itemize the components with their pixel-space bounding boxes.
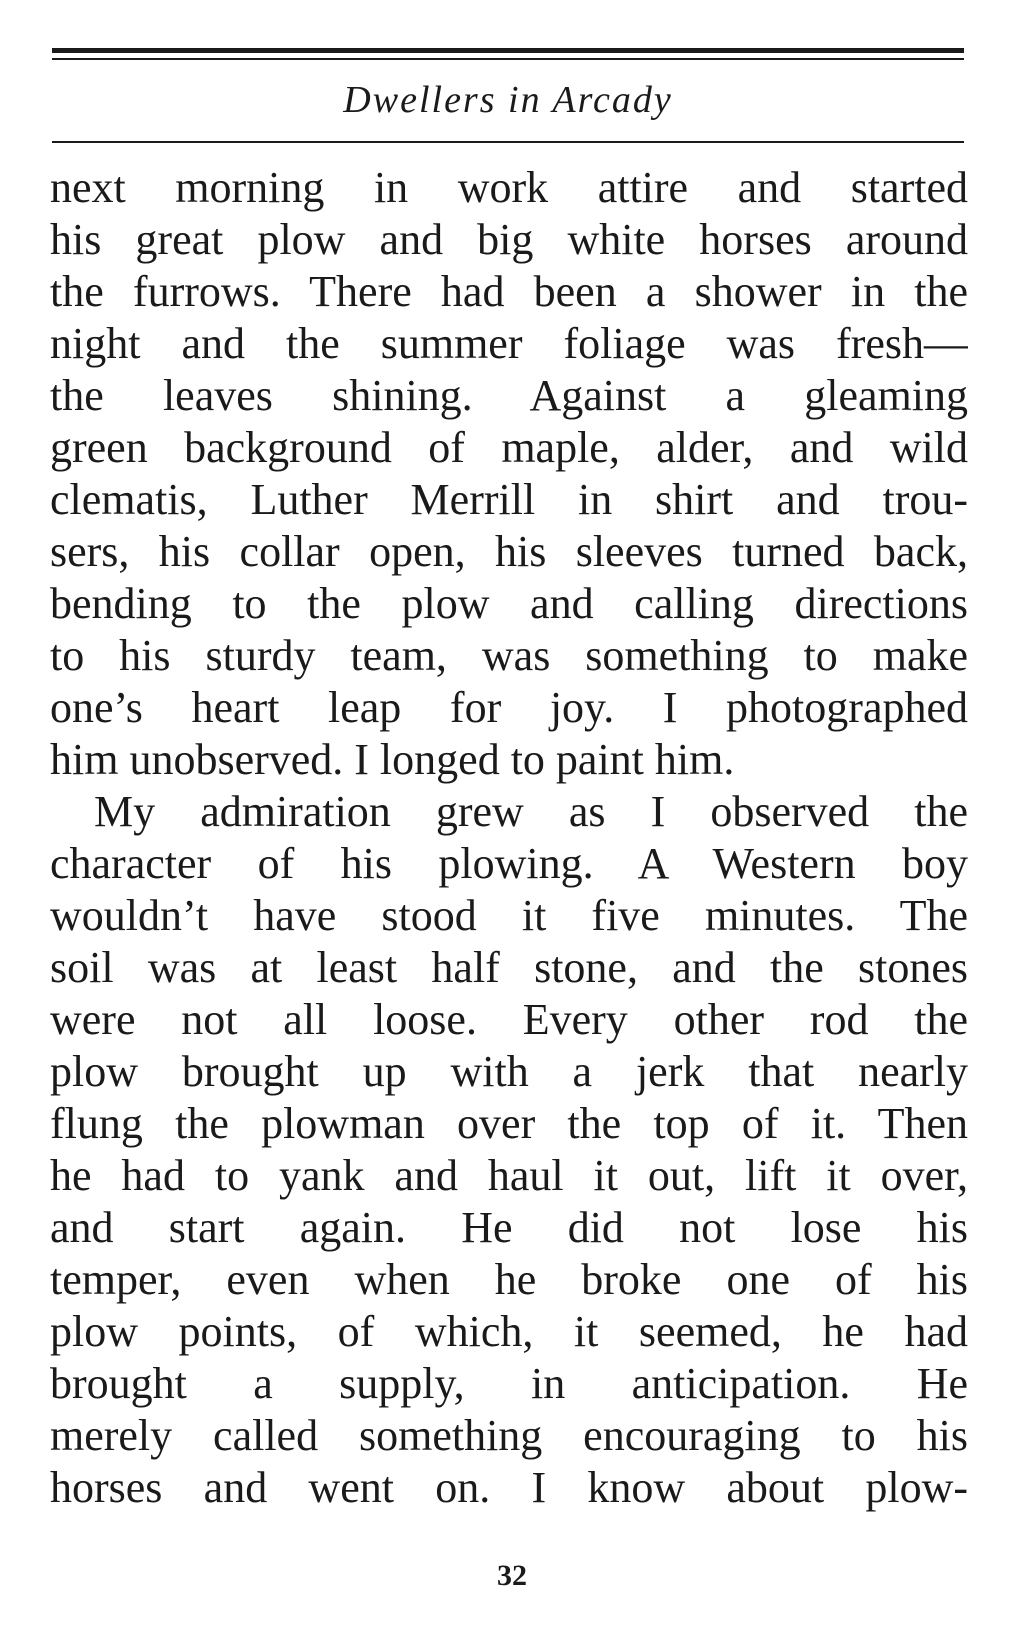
text-line: the leaves shining. Against a gleaming [50, 371, 968, 420]
paragraph-2 [50, 786, 968, 1514]
page-number: 32 [497, 1559, 527, 1592]
text-line: him unobserved. I longed to paint him. [50, 735, 735, 784]
text-line: clematis, Luther Merrill in shirt and trou- [50, 475, 968, 524]
text-line: wouldn’t have stood it five minutes. The [50, 891, 968, 940]
text-line: his great plow and big white horses around [50, 215, 968, 264]
text-line: next morning in work attire and started [50, 163, 968, 212]
text-line: merely called something encouraging to his [50, 1411, 968, 1460]
text-line: bending to the plow and calling directions [50, 579, 968, 628]
text-line: My admiration grew as I observed the [94, 787, 968, 836]
text-line: night and the summer foliage was fresh— [50, 319, 968, 368]
text-line: flung the plowman over the top of it. Then [50, 1099, 968, 1148]
text-line: plow brought up with a jerk that nearly [50, 1047, 968, 1096]
text-line: brought a supply, in anticipation. He [50, 1359, 968, 1408]
text-line: character of his plowing. A Western boy [50, 839, 968, 888]
text-line: green background of maple, alder, and wild [50, 423, 968, 472]
text-line: were not all loose. Every other rod the [50, 995, 968, 1044]
paragraph-1 [50, 162, 968, 786]
header-rule-bottom [52, 141, 964, 143]
header-rule-thick [52, 48, 964, 53]
text-line: the furrows. There had been a shower in the [50, 267, 968, 316]
text-line: horses and went on. I know about plow- [50, 1463, 968, 1512]
body-text [50, 162, 968, 1514]
text-line: temper, even when he broke one of his [50, 1255, 968, 1304]
text-line: to his sturdy team, was something to make [50, 631, 968, 680]
text-line: sers, his collar open, his sleeves turned back, [50, 527, 968, 576]
running-head: Dwellers in Arcady [343, 79, 673, 121]
text-line: and start again. He did not lose his [50, 1203, 968, 1252]
text-line: soil was at least half stone, and the stones [50, 943, 968, 992]
text-line: one’s heart leap for joy. I photographed [50, 683, 968, 732]
text-line: plow points, of which, it seemed, he had [50, 1307, 968, 1356]
header-rule-thin [52, 58, 964, 60]
text-line: he had to yank and haul it out, lift it over, [50, 1151, 968, 1200]
